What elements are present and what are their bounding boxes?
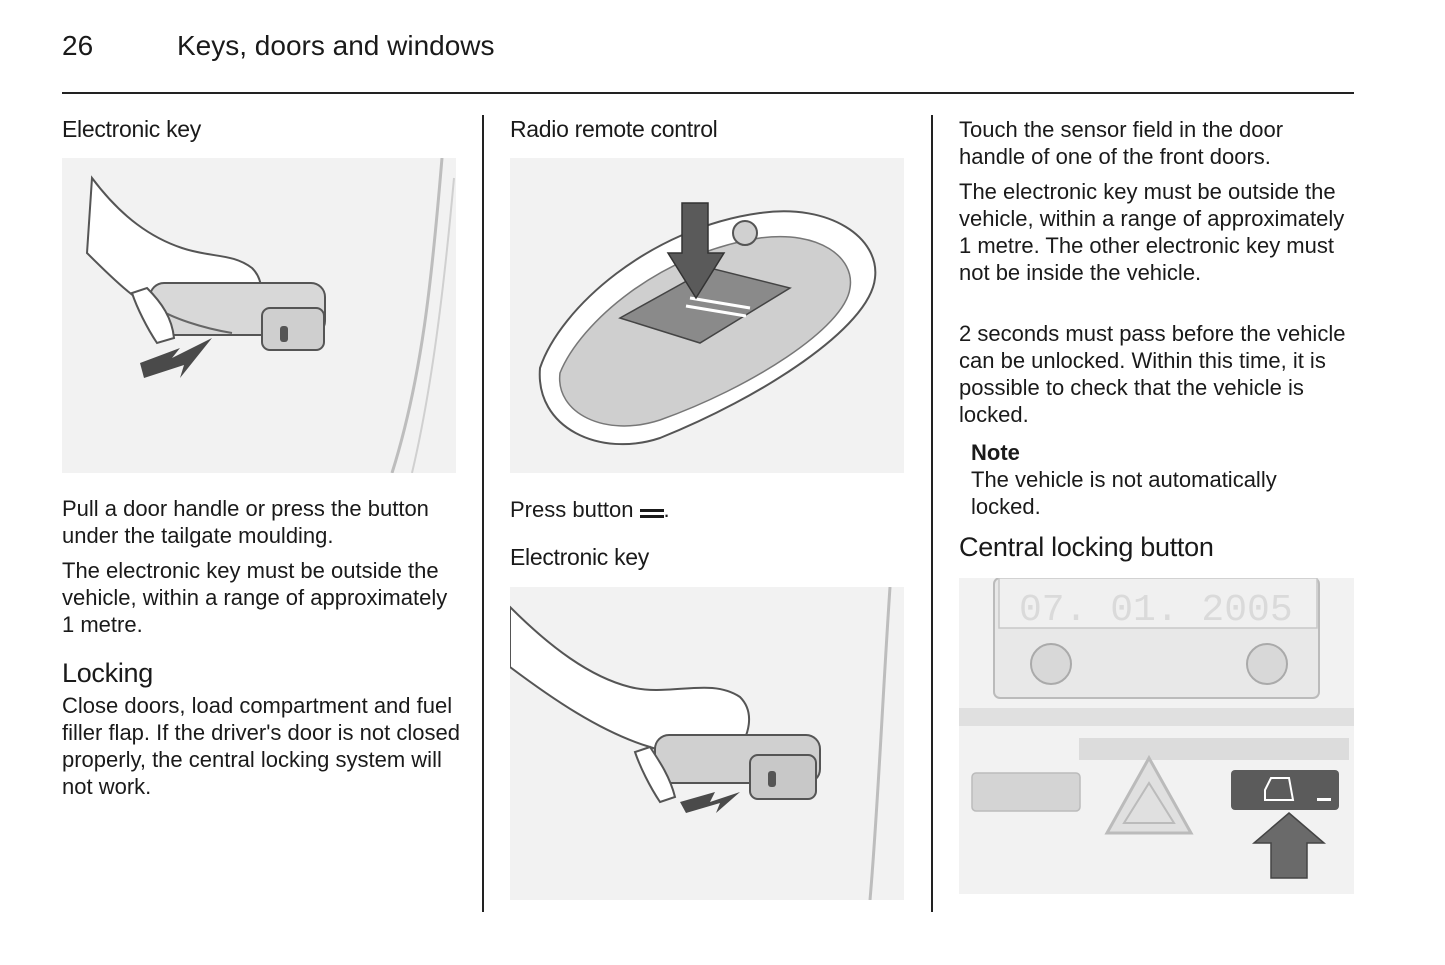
section-electronic-key-2-title: Electronic key [510, 544, 649, 570]
col1-para-2: The electronic key must be outside the vehicle, within a range of approximately 1 metre. [62, 558, 448, 637]
col1-para-3: Close doors, load compartment and fuel filler flap. If the driver's door is not closed properly, the central locking system will not work. [62, 693, 460, 799]
col1-para-1: Pull a door handle or press the button under the tailgate moulding. [62, 496, 429, 548]
col3-para-3: 2 seconds must pass before the vehicle can be unlocked. Within this time, it is possible to check that the vehicle is locked. [959, 321, 1346, 427]
press-button-label: Press button [510, 497, 634, 522]
section-electronic-key-title: Electronic key [62, 116, 201, 142]
header-rule [62, 92, 1354, 94]
column-divider-2 [931, 115, 933, 912]
remote-key-illustration [510, 158, 904, 473]
display-readout: 07. 01. 2005 [1019, 589, 1293, 632]
press-button-end: . [663, 497, 670, 522]
central-locking-illustration [959, 578, 1354, 894]
door-handle-lock-illustration [510, 587, 904, 900]
section-central-locking-title: Central locking button [959, 532, 1214, 562]
section-locking-title: Locking [62, 658, 153, 688]
section-radio-remote-title: Radio remote control [510, 116, 718, 142]
note-title: Note [971, 440, 1020, 465]
column-divider-1 [482, 115, 484, 912]
door-handle-illustration [62, 158, 456, 473]
page-title: Keys, doors and windows [177, 30, 495, 61]
lines-icon [640, 509, 664, 518]
col3-para-1: Touch the sensor field in the door handle of one of the front doors. [959, 117, 1284, 169]
page-number: 26 [62, 30, 94, 61]
col3-para-2: The electronic key must be outside the vehicle, within a range of approximately 1 metre. The other electronic key must not be inside the vehicle. [959, 179, 1345, 285]
press-button-text [510, 496, 900, 523]
note-text: The vehicle is not automatically locked. [971, 467, 1277, 519]
